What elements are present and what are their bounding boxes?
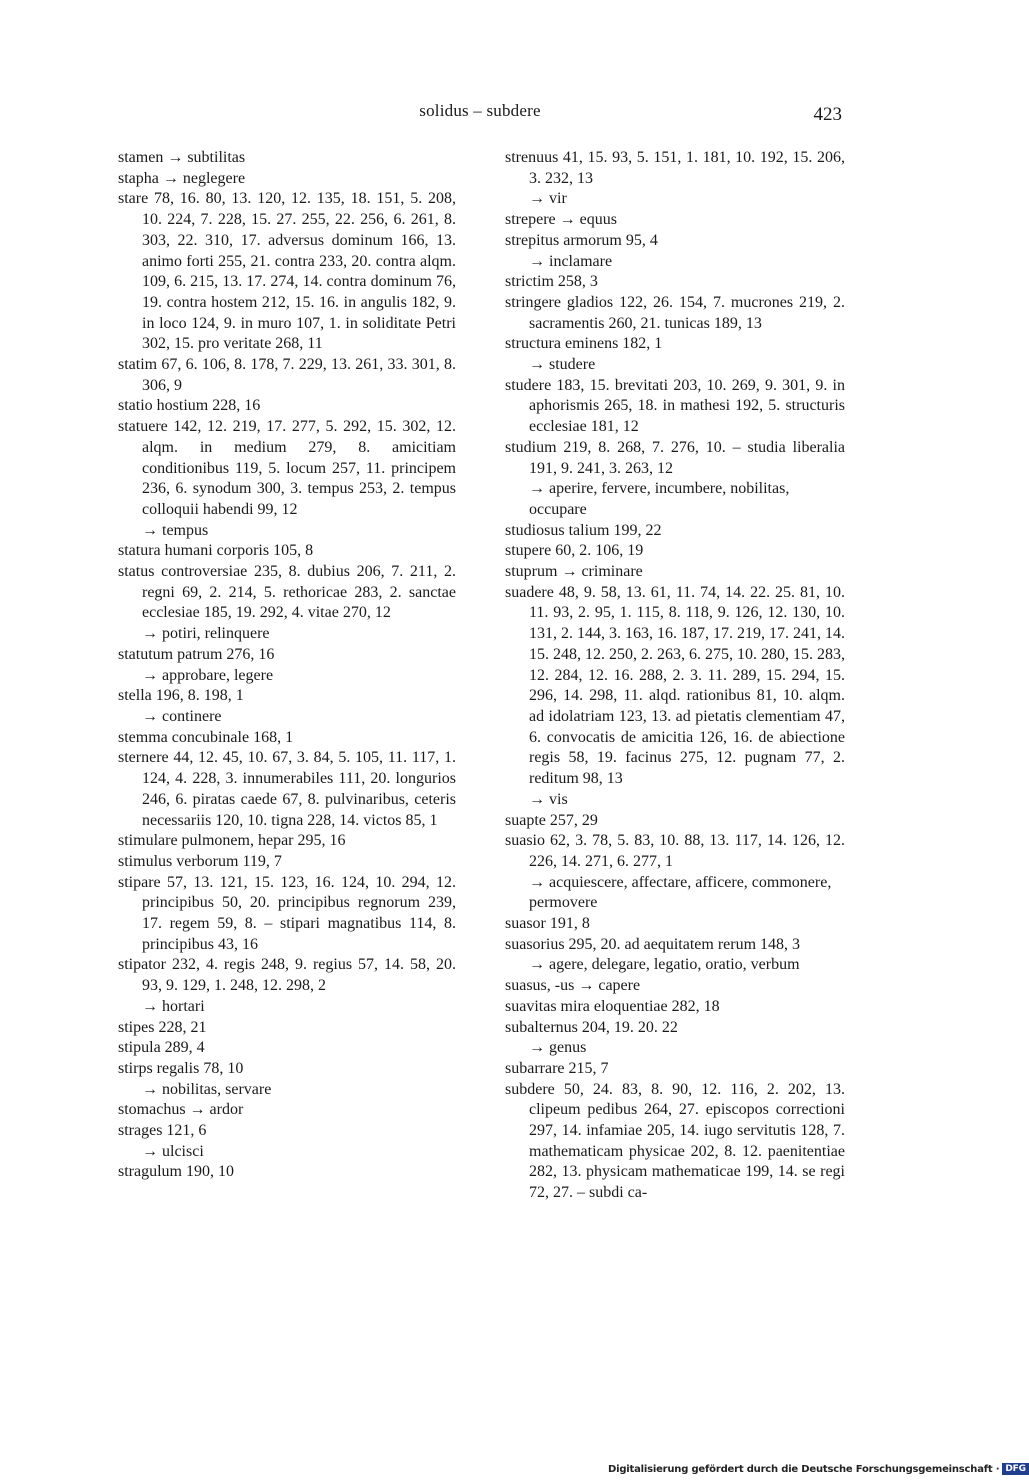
entry-text: stimulus verborum 119, 7 — [118, 852, 282, 870]
entry-text: strepere → equus — [505, 211, 617, 229]
index-entry — [118, 1162, 456, 1183]
index-entry — [505, 438, 845, 521]
running-head: solidus – subdere — [419, 101, 541, 120]
entry-text: suasor 191, 8 — [505, 915, 590, 933]
entry-text: strenuus 41, 15. 93, 5. 151, 1. 181, 10. 192, 15. 206, 3. 232, 13 — [505, 149, 845, 187]
cross-reference: → studere — [529, 356, 596, 374]
index-entry — [505, 997, 845, 1018]
index-entry — [505, 272, 845, 293]
entry-text: strages 121, 6 — [118, 1122, 207, 1140]
index-entry — [118, 686, 456, 727]
entry-text: stirps regalis 78, 10 — [118, 1059, 244, 1077]
index-entry — [505, 583, 845, 811]
index-entry — [505, 541, 845, 562]
entry-text: stuprum → criminare — [505, 563, 643, 581]
index-column-left — [118, 148, 456, 1183]
entry-text: suadere 48, 9. 58, 13. 61, 11. 74, 14. 22. 25. 81, 10. 11. 93, 2. 95, 1. 115, 8. 118, 9. 126, 12. 130, 10. 131, 2. 144, 3. 163, 16. 187, 17. 219, 17. 241, 14. 15. 248, 12. 250, 2. 263, 6. 275, 10. 280, 15. 283, 12. 284, 12. 16. 288, 2. 3. 11. 289, 15. 294, 15. 296, 14. 298, 11. alqd. rationibus 81, 10. alqm. ad idolatriam 123, 13. ad pietatis clementiam 47, 6. convocatis de amicitia 126, 16. de abiectione regis 58, 19. facinus 275, 12. pugnam 77, 2. reditum 98, 13 — [505, 583, 845, 788]
index-entry — [118, 355, 456, 396]
entry-text: subalternus 204, 19. 20. 22 — [505, 1018, 678, 1036]
index-entry — [118, 541, 456, 562]
entry-text: statuere 142, 12. 219, 17. 277, 5. 292, 15. 302, 12. alqm. in medium 279, 8. amicitiam conditionibus 119, 5. locum 257, 11. principem 236, 6. synodum 300, 3. tempus 253, 2. tempus colloquii habendi 99, 12 — [118, 418, 456, 518]
index-entry — [118, 873, 456, 956]
index-entry — [118, 852, 456, 873]
cross-reference: → inclamare — [529, 252, 613, 270]
cross-reference: → continere — [142, 707, 222, 725]
index-entry — [505, 293, 845, 334]
index-entry — [505, 976, 845, 997]
cross-reference: → vir — [529, 190, 567, 208]
entry-text: stipula 289, 4 — [118, 1039, 205, 1057]
cross-reference: → nobilitas, servare — [142, 1080, 272, 1098]
cross-reference: → approbare, legere — [142, 666, 274, 684]
index-entry — [505, 811, 845, 832]
index-entry — [118, 396, 456, 417]
entry-text: sternere 44, 12. 45, 10. 67, 3. 84, 5. 105, 11. 117, 1. 124, 4. 228, 3. innumerabiles 111, 20. longurios 246, 6. piratas caede 67, 8. pulvinaribus, ceteris necessariis 120, 10. tigna 228, 14. victos 85, 1 — [118, 749, 456, 829]
index-entry — [505, 1080, 845, 1204]
entry-text: suasus, -us → capere — [505, 977, 641, 995]
entry-text: stringere gladios 122, 26. 154, 7. mucrones 219, 2. sacramentis 260, 21. tunicas 189, 13 — [505, 293, 845, 332]
index-entry — [118, 169, 456, 190]
cross-reference: → agere, delegare, legatio, oratio, verbum — [529, 956, 800, 974]
entry-text: suasio 62, 3. 78, 5. 83, 10. 88, 13. 117, 14. 126, 12. 226, 14. 271, 6. 277, 1 — [505, 832, 845, 870]
index-entry — [118, 955, 456, 1017]
entry-text: structura eminens 182, 1 — [505, 335, 663, 353]
entry-text: status controversiae 235, 8. dubius 206, 7. 211, 2. regni 69, 2. 214, 5. rethoricae 283, 2. sanctae ecclesiae 185, 19. 292, 4. vitae 270, 12 — [118, 563, 456, 622]
entry-text: stipes 228, 21 — [118, 1018, 207, 1036]
entry-text: stare 78, 16. 80, 13. 120, 12. 135, 18. 151, 5. 208, 10. 224, 7. 228, 15. 27. 255, 22. 256, 6. 261, 8. 303, 22. 310, 17. adversus dominum 166, 13. animo forti 255, 21. contra 233, 20. contra alqm. 109, 6. 215, 13. 17. 274, 14. contra dominum 76, 19. contra hostem 212, 15. 16. in angulis 182, 9. in loco 124, 9. in muro 107, 1. in soliditate Petri 302, 15. pro veritate 268, 11 — [118, 190, 456, 353]
index-entry — [118, 1038, 456, 1059]
index-entry — [118, 645, 456, 686]
cross-reference: → genus — [529, 1039, 587, 1057]
entry-text: suapte 257, 29 — [505, 811, 598, 829]
cross-reference: → hortari — [142, 997, 205, 1015]
index-entry — [505, 831, 845, 914]
index-entry — [505, 1059, 845, 1080]
entry-text: statio hostium 228, 16 — [118, 397, 261, 415]
cross-reference: → tempus — [142, 521, 209, 539]
entry-text: statim 67, 6. 106, 8. 178, 7. 229, 13. 261, 33. 301, 8. 306, 9 — [118, 356, 456, 394]
index-entry — [505, 334, 845, 375]
entry-text: stamen → subtilitas — [118, 149, 246, 166]
index-entry — [505, 231, 845, 272]
index-column-right — [505, 148, 845, 1204]
page-number: 423 — [813, 104, 842, 125]
entry-text: statura humani corporis 105, 8 — [118, 542, 314, 560]
entry-text: suasorius 295, 20. ad aequitatem rerum 148, 3 — [505, 935, 801, 953]
entry-text: stimulare pulmonem, hepar 295, 16 — [118, 832, 346, 850]
entry-text: studere 183, 15. brevitati 203, 10. 269, 9. 301, 9. in aphorismis 265, 18. in mathesi 192, 5. structuris ecclesiae 181, 12 — [505, 376, 845, 436]
entry-text: statutum patrum 276, 16 — [118, 645, 275, 663]
footer-credit — [608, 1463, 1026, 1477]
index-entry — [118, 189, 456, 355]
index-entry — [118, 831, 456, 852]
index-entry — [505, 914, 845, 935]
index-entry — [118, 1121, 456, 1162]
index-entry — [118, 1100, 456, 1121]
index-entry — [505, 376, 845, 438]
entry-text: studium 219, 8. 268, 7. 276, 10. – studia liberalia 191, 9. 241, 3. 263, 12 — [505, 438, 845, 477]
index-entry — [505, 562, 845, 583]
entry-text: stemma concubinale 168, 1 — [118, 728, 294, 746]
entry-text: stipator 232, 4. regis 248, 9. regius 57, 14. 58, 20. 93, 9. 129, 1. 248, 12. 298, 2 — [118, 956, 456, 995]
index-entry — [505, 1018, 845, 1059]
entry-text: stupere 60, 2. 106, 19 — [505, 542, 644, 560]
cross-reference: → potiri, relinquere — [142, 625, 270, 643]
index-entry — [118, 562, 456, 645]
index-entry — [118, 1018, 456, 1039]
dfg-logo: DFG — [1002, 1463, 1028, 1475]
index-entry — [118, 148, 456, 169]
index-entry — [505, 210, 845, 231]
index-entry — [118, 728, 456, 749]
cross-reference: → ulcisci — [142, 1142, 204, 1160]
index-entry — [505, 521, 845, 542]
entry-text: subarrare 215, 7 — [505, 1059, 609, 1077]
entry-text: stella 196, 8. 198, 1 — [118, 687, 244, 705]
entry-text: stapha → neglegere — [118, 169, 246, 187]
entry-text: strepitus armorum 95, 4 — [505, 231, 658, 249]
index-entry — [118, 1059, 456, 1100]
index-entry — [118, 748, 456, 831]
entry-text: stomachus → ardor — [118, 1101, 244, 1119]
cross-reference: → aperire, fervere, incumbere, nobilitas, occupare — [529, 480, 790, 518]
cross-reference: → vis — [529, 790, 568, 808]
entry-text: studiosus talium 199, 22 — [505, 521, 662, 539]
index-entry — [118, 417, 456, 541]
entry-text: stipare 57, 13. 121, 15. 123, 16. 124, 10. 294, 12. principibus 50, 20. principibus regnorum 239, 17. regem 59, 8. – stipari magnatibus 114, 8. principibus 43, 16 — [118, 873, 456, 953]
index-entry — [505, 148, 845, 210]
cross-reference: → acquiescere, affectare, afficere, commonere, permovere — [529, 873, 832, 912]
entry-text: suavitas mira eloquentiae 282, 18 — [505, 997, 720, 1015]
entry-text: subdere 50, 24. 83, 8. 90, 12. 116, 2. 202, 13. clipeum pedibus 264, 27. episcopos correctioni 297, 14. infamiae 205, 14. iugo servitutis 128, 7. mathematicam physicae 202, 8. 12. paenitentiae 282, 13. physicam mathematicae 199, 14. se regi 72, 27. – subdi ca- — [505, 1080, 845, 1202]
index-entry — [505, 935, 845, 976]
footer-text: Digitalisierung gefördert durch die Deutsche Forschungsgemeinschaft · — [608, 1464, 1000, 1475]
entry-text: stragulum 190, 10 — [118, 1163, 234, 1181]
entry-text: strictim 258, 3 — [505, 273, 598, 291]
